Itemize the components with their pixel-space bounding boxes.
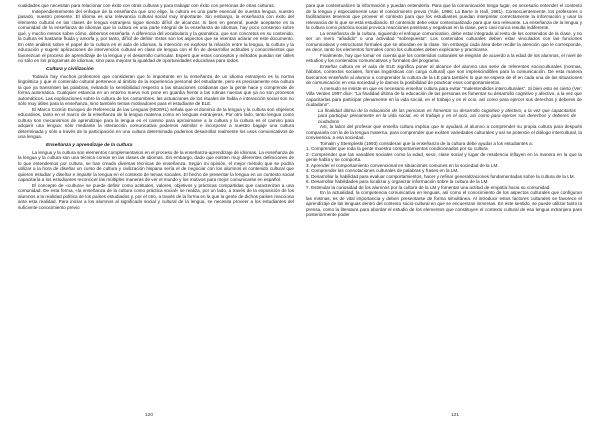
list-item: 5. Desarrollar la habilidad para evaluar comportamientos, hacer y refinar generalizaciones fundamentadas sobre la cultura de la LM. bbox=[306, 173, 575, 179]
objectives-list bbox=[306, 146, 582, 190]
paragraph: para que contextualicen la información y puedan entenderla. Para que la comunicación tenga lugar, es necesario entender el contexto de la lengua y especialmente usar el conocimiento previo (Yule, 1996; La Barre in Hall, 1981). Consecuentemente, los profesores o facilitadores tenemos que proveer el contexto para que los estudiantes puedan interpretar correctamente la información y usar la relevancia de lo que se está estudiando. El contenido debe estar contextualizado para que sea relevante. La enseñanza de la lengua y la cultura como práctica social provoca reacciones positivas y negativas en la clase, pero casi nunca resulta indiferente. bbox=[306, 3, 582, 30]
list-item: 4. Comprender las connotaciones culturales de palabras y frases en la LM. bbox=[306, 168, 459, 173]
right-page bbox=[306, 3, 582, 413]
paragraph: Independientemente del enfoque de la enseñanza que uno elige, la cultura es una parte esencial de nuestra lengua, nuestro pasado, nuestro presente. El idioma es una relevancia cultural social muy importante. Sin embargo, la enseñanza con éxito del elemento cultural en las clases de lengua extranjera sigue siendo difícil de alcanzar. Si bien en general, puede aceptarse en la comunidad de la enseñanza de idiomas que la cultura es una parte integral de la enseñanza de idiomas, hay poco consenso sobre qué, y mucho menos sobre cómo, debemos enseñarla. A diferencia del vocabulario y la gramática, que son concretos en su contenido, la cultura es bastante fluida y amorfa y, por tanto, difícil de definir. Estos son los aspectos que se intentan aclarar en este documento. En este análisis sobre el papel de la cultura en el aula de idiomas, la intención es explorar la relación entre la lengua, la cultura y la educación y sugerir aplicaciones de intervención cultural en clase de lengua con el fin de desarrollar actitudes y conocimientos que favorezcan el proceso de aprendizaje de la lengua y el desarrollo curricular. Espero que estos conceptos y métodos puedan ser útiles no sólo en los programas de idiomas, sino para mejorar la igualdad de oportunidades educativas para todos. bbox=[18, 8, 294, 63]
paragraph: A menudo se insiste en que es necesario enseñar cultura para evitar "malentendidos interculturales". Si bien esto es cierto (Ver: Villa Verdes 1997 dice: "La finalidad última de la educación de las personas es fomentar su desarrollo cognitivo y afectivo, a la vez que capacitarlas para participar plenamente en la vida social, en el trabajo y en el ocio, así como para ejercer sus derechos y deberes de ciudadano". bbox=[306, 85, 582, 107]
page-number: 121 bbox=[451, 413, 460, 418]
list-item: 1. Comprender que toda la gente muestra comportamientos condicionados por su cultura. bbox=[306, 146, 489, 151]
list-item: 3. Aprender el comportamiento convencional en situaciones comunes en la sociedad de la LM. bbox=[306, 162, 499, 168]
left-page bbox=[18, 3, 294, 413]
section-heading: Enseñanza y aprendizaje de la cultura bbox=[46, 142, 133, 148]
paragraph: cualidades que necesitan para relacionar con éxito con otras culturas y para trabajar con éxito con personas de otras culturas. bbox=[18, 3, 275, 8]
paragraph: Finalmente, hay que tomar en cuenta que los contenidos culturales se elegirán de acuerdo a la edad de los alumnos, el nivel de estudios y los contenidos comunicativos y formales del programa. bbox=[306, 52, 582, 63]
list-item: 2. Comprender que las variables sociales como la edad, sexo, clase social y lugar de residencia influyen en la manera en la que la gente habla y se comporta. bbox=[306, 151, 582, 162]
paragraph: En la actualidad, la competencia comunicativa en lenguas, así como el conocimiento de los aspectos culturales que configuran las mismas, es de vital importancia y deben presentarse de forma simultánea. Al introducir estos factores culturales se favorece el aprendizaje de las lenguas dentro del contexto socio-cultural en que se encuentran inmersas. En este sentido, se puede utilizar tanto la prensa, como la literatura para abordar el estudio de los elementos que constituyen el contexto cultural de esa lengua extranjera para posteriormente poder bbox=[306, 190, 582, 217]
paragraph: La lengua y la cultura son elementos complementarios en el proceso de la enseñanza-aprendizaje de idiomas. La enseñanza de la lengua y la cultura son una técnica común en las clases de idiomas. Sin embargo, dado que existen muy diferentes definiciones de lo que entendemos por cultura, se han creado diversas técnicas de enseñanza. Según mi opinión, el mejor método que se podría utilizar a la hora de diseñar un curso de cultura y civilización hispana sería el de negociar con los alumnos el contenido cultural que quieren estudiar y diseñar e impartir la lengua en el contexto de temas sociales. El hecho de presentar la lengua en un contexto social capacitaría a los estudiantes reconocer las múltiples maneras de ver el mundo y los motivos para mejor comunicarse en español. bbox=[18, 149, 294, 182]
section-heading: Cultura y civilización bbox=[46, 66, 94, 72]
paragraph: Así, la labor del profesor que enseña cultura implica que le ayudará al alumno a comprender su propia cultura para después compararla con la de la lengua materna, para comprender que existen variedades culturales y así se potencie el diálogo intercultural, la convivencia, a esa sociedad. bbox=[306, 124, 582, 140]
paragraph: La enseñanza de la cultura, siguiendo el enfoque comunicativo, debe estar integrada al resto de los contenidos de la clase, y no ser un mero "añadido" o una actividad "sobrepuesta". Los contenidos culturales deben estar vinculados con las funciones comunicativas y estructuras formales que se abordan en la clase. Sin embargo cada área debe recibir la atención que le corresponde, es decir, tanto los elementos formales como los culturales deben explicarse y practicarse. bbox=[306, 30, 582, 52]
list-item: 7. Estimular la curiosidad de los alumnos por la cultura de la LM y fomentar una actitud de empatía hacia su comunidad. bbox=[306, 184, 551, 190]
paragraph: Todavía hay muchos profesores que consideran que lo importante en la enseñanza de un idioma extranjero es la norma lingüística y que el contenido cultural pertenece al ámbito de la experiencia personal del estudiante, pero es precisamente esa cultura la que ya transmiten las palabras, evitando la sensibilidad respecto a las situaciones cotidianas que la gente hace y comprende de forma automática. Cualquier estancia en un entorno nuevo nos pone en guardia frente a las rutinas nuevas que ya no son procesos automáticos. Las explicaciones sobre la cultura de los costumbres, las actuaciones de los rituales de habla e interacción social son no sólo muy útiles para la enseñanza, sino también temas motivadores para el estudiante de ELE. bbox=[18, 73, 294, 106]
block-quote: La finalidad última de la educación de las personas es fomentar su desarrollo cognitivo y afectivo, a la vez que capacitarlas para participar plenamente en la vida social, en el trabajo y en el ocio, así como para ejercer sus derechos y deberes de ciudadano bbox=[318, 107, 576, 124]
paragraph: Tomalin y Stempleski (1993) consideran que la enseñanza de la cultura debe ayudar a los estudiantes a: bbox=[320, 140, 533, 146]
paragraph: El concepto de «cultura» se puede definir como actitudes, valores, objetivos y prácticas compartidas que caracterizan a una comunidad. De esta forma, «la enseñanza de la cultura como práctica social» se realiza, por un lado, a través de la exposición de los alumnos a la realidad política de los países estudiados y, por el otro, a través de la forma en la que la gente de dichos países reacciona ante esta realidad. Para iniciar a los alumnos al significado social y cultural de la lengua, se necesita proveer a los estudiantes del suficiente conocimiento previo bbox=[18, 182, 294, 210]
paragraph: Enseñar cultura en el aula de ELE significa poner al alcance del alumno una serie de referentes socioculturales (normas, hábitos, contextos sociales, formas lingüísticas con carga cultural) que son imprescindibles para la comunicación. De esta manera buscamos enseñarle al alumno a comprender la cultura de la LE para también lo que se espera de él en cada una de las situaciones de comunicación en esa sociedad y le damos la posibilidad de practicar esos comportamientos. bbox=[306, 63, 582, 85]
page-number: 120 bbox=[145, 413, 154, 418]
list-item: 6. Desarrollar habilidades para localizar y organizar información sobre la cultura de la LM. bbox=[306, 179, 489, 184]
paragraph: El Marco Común Europeo de Referencia de las Lenguas (MCERL) señala que el dominio de la lengua y la cultura son objetivos educativos, tanto en el marco de la enseñanza de la lengua materna como en lenguas extranjeras. Por otro lado, tanto lengua como cultura son mecanismos de aprendizaje para la lengua es el camino para aproximarse a la cultura y la cultura es el camino para adquirir una lengua: sólo mediante la interacción comunicativa podemos asimilar e incorporar a nuestro bagaje una cultura determinada y sólo a través de la participación en una cultura determinada podemos desarrollar realmente los usos comunicativos de una lengua. bbox=[18, 106, 294, 139]
